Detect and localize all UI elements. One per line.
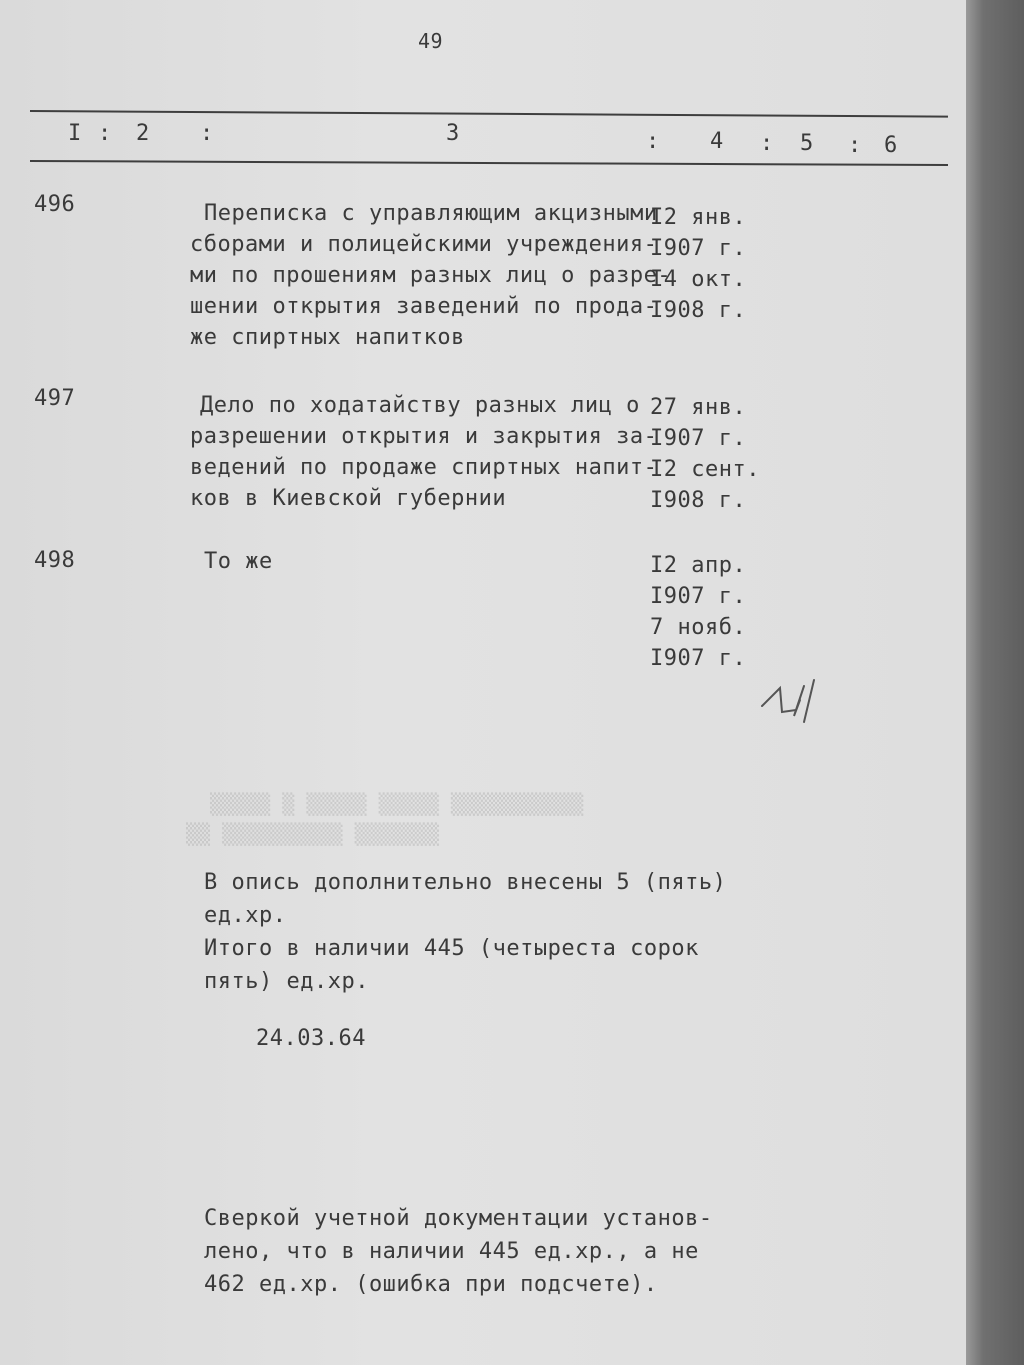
table-header-top-rule [30,110,948,118]
entry-date-line: I907 г. [650,584,747,609]
bleed-through-text: ▒▒▒▒▒ ▒ ▒▒▒▒▒ ▒▒▒▒▒ ▒▒▒▒▒▒▒▒▒▒▒ [210,792,584,816]
entry-number: 498 [34,548,76,573]
table-header-bottom-rule [30,160,948,166]
entry-description-line: ведений по продаже спиртных напит- [190,455,658,480]
header-col-6: 6 [884,133,898,158]
header-separator: : [98,121,112,146]
header-col-3: 3 [446,121,460,146]
page-number: 49 [418,29,444,53]
entry-description-line: То же [204,549,273,574]
entry-description-line: ми по прошениям разных лиц о разре- [190,263,672,288]
addition-note-line: Итого в наличии 445 (четыреста сорок [204,936,699,961]
reconciliation-note-line: 462 ед.хр. (ошибка при подсчете). [204,1272,658,1297]
entry-number: 496 [34,192,76,217]
header-separator: : [646,129,660,154]
entry-description-line: ков в Киевской губернии [190,486,507,511]
entry-number: 497 [34,386,76,411]
reconciliation-note-line: Сверкой учетной документации установ- [204,1206,713,1231]
entry-description-line: разрешении открытия и закрытия за- [190,424,658,449]
addition-note-line: ед.хр. [204,903,287,928]
note-date: 24.03.64 [256,1026,366,1051]
entry-date-line: 27 янв. [650,395,747,420]
entry-date-line: I907 г. [650,426,747,451]
entry-description-line: шении открытия заведений по прода- [190,294,658,319]
entry-description-line: же спиртных напитков [190,325,465,350]
bleed-through-text: ▒▒ ▒▒▒▒▒▒▒▒▒▒ ▒▒▒▒▒▒▒ [186,822,439,846]
entry-date-line: 7 нояб. [650,615,747,640]
header-col-1: I [68,121,82,146]
entry-date-line: I4 окт. [650,267,747,292]
header-col-5: 5 [800,131,814,156]
entry-date-line: I2 апр. [650,553,747,578]
addition-note-line: В опись дополнительно внесены 5 (пять) [204,870,727,895]
entry-date-line: I907 г. [650,646,747,671]
entry-description-line: Дело по ходатайству разных лиц о [200,393,640,418]
header-separator: : [848,133,862,158]
reconciliation-note-line: лено, что в наличии 445 ед.хр., а не [204,1239,699,1264]
entry-date-line: I907 г. [650,236,747,261]
entry-date-line: I908 г. [650,298,747,323]
entry-date-line: I908 г. [650,488,747,513]
entry-date-line: I2 янв. [650,205,747,230]
page-edge-shadow [966,0,1024,1365]
header-col-2: 2 [136,121,150,146]
header-col-4: 4 [710,129,724,154]
addition-note-line: пять) ед.хр. [204,969,369,994]
entry-description-line: Переписка с управляющим акцизными [204,201,658,226]
entry-description-line: сборами и полицейскими учреждения- [190,232,658,257]
entry-date-line: I2 сент. [650,457,760,482]
header-separator: : [760,131,774,156]
handwritten-sheet-mark [760,668,830,738]
header-separator: : [200,121,214,146]
